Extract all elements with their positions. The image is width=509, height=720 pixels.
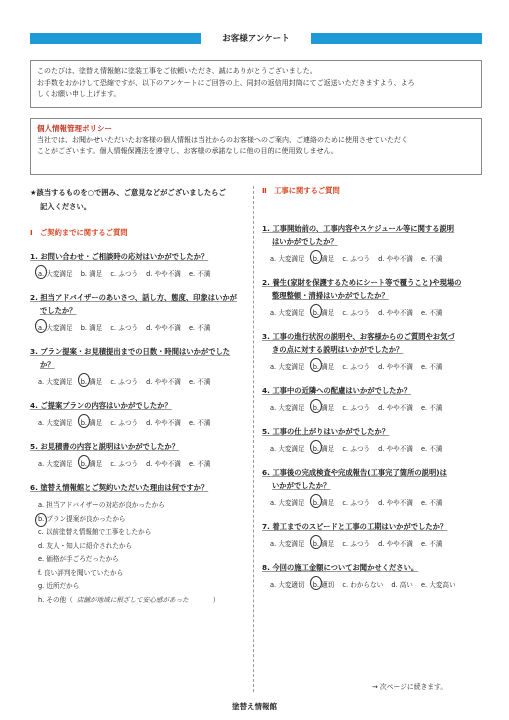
option-c[interactable]: c. ふつう — [342, 404, 371, 412]
option-c[interactable]: c. ふつう — [342, 499, 371, 507]
option-a[interactable]: a. 大変満足 — [270, 404, 305, 412]
option-c[interactable]: c. わからない — [342, 581, 384, 589]
answer-options — [262, 538, 480, 548]
question-text: 1. お問い合わせ・ご相談時の応対はいかがでしたか？ — [30, 252, 209, 261]
question-text: 1. 工事開始前の、工事内容やスケジュール等に関する説明 — [262, 224, 455, 233]
question-text: 7. 着工までのスピードと工事の工期はいかがでしたか？ — [262, 522, 448, 531]
other-handwritten-answer[interactable]: 店舗が地域に根ざして安心感があった — [76, 595, 189, 604]
question-text: 2. 養生(家財を保護するためにシート等で覆うこと)や現場の — [262, 278, 462, 287]
option-e[interactable]: e. 不満 — [189, 419, 211, 427]
question-construction-3 — [262, 330, 480, 371]
option-b[interactable]: b. 満足 — [80, 378, 103, 386]
option-e[interactable]: e. 不満 — [189, 378, 211, 386]
policy-line: 当社では、お聞かせいただいたお客様の個人情報は当社からのお客様へのご案内、ご連絡のために使用させていただく — [37, 135, 408, 144]
question-construction-5 — [262, 425, 480, 453]
option-e[interactable]: e. 不満 — [189, 324, 211, 332]
question-construction-4 — [262, 384, 480, 412]
answer-options — [262, 307, 480, 317]
option-b[interactable]: b. 満足 — [312, 445, 335, 453]
question-text: 3. プラン提案・お見積提出までの日数・時間はいかがでした — [30, 347, 231, 356]
option-b[interactable]: b. 満足 — [312, 540, 335, 548]
question-text: 整理整頓・清掃はいかがでしたか？ — [272, 291, 389, 300]
option-a[interactable]: a. 大変満足 — [38, 324, 73, 332]
question-text: 6. 塗替え情報館とご契約いただいた理由は何ですか？ — [30, 483, 209, 492]
reason-label: g. 近所だから — [38, 582, 80, 590]
option-b[interactable]: b. 適切 — [312, 581, 335, 589]
answer-options — [262, 402, 480, 412]
option-b[interactable]: b. 満足 — [312, 499, 335, 507]
section-contract — [30, 186, 248, 620]
option-c[interactable]: c. ふつう — [342, 255, 371, 263]
option-a[interactable]: a. 大変満足 — [270, 445, 305, 453]
option-d[interactable]: d. やや不満 — [378, 540, 413, 548]
option-d[interactable]: d. やや不満 — [378, 255, 413, 263]
question-text: 3. 工事の進行状況の説明や、お客様からのご質問やお気づ — [262, 332, 455, 341]
option-e[interactable]: e. 不満 — [421, 445, 443, 453]
question-contract-4 — [30, 399, 248, 427]
header-bar-left — [30, 33, 201, 44]
reason-label: f. 良い評判を聞いていたから — [38, 568, 124, 577]
option-d[interactable]: d. やや不満 — [378, 404, 413, 412]
next-page-note: → 次ページに続きます。 — [372, 683, 448, 691]
option-b[interactable]: b. 満足 — [80, 419, 103, 427]
question-contract-6 — [30, 481, 248, 607]
question-text: 4. ご提案プランの内容はいかがでしたか？ — [30, 401, 172, 410]
reason-item[interactable] — [38, 580, 248, 594]
intro-box — [30, 60, 482, 108]
question-text: 6. 工事後の完成検査や完成報告(工事完了箇所の説明)は — [262, 468, 447, 477]
question-construction-7 — [262, 520, 480, 548]
question-text: 4. 工事中の近隣への配慮はいかがでしたか？ — [262, 386, 412, 395]
option-c[interactable]: c. ふつう — [110, 460, 139, 468]
reason-list — [30, 499, 248, 607]
option-e[interactable]: e. 不満 — [421, 404, 443, 412]
option-e[interactable]: e. 不満 — [421, 363, 443, 371]
option-a[interactable]: a. 大変満足 — [38, 270, 73, 278]
reason-item[interactable] — [38, 499, 248, 513]
question-text: はいかがでしたか？ — [272, 237, 338, 246]
option-c[interactable]: c. ふつう — [110, 270, 139, 278]
intro-line: お手数をおかけして恐縮ですが、以下のアンケートにご回答の上、同封の返信用封筒にてご返送いただきますよう、よろ — [37, 78, 415, 87]
question-construction-6 — [262, 466, 480, 507]
privacy-policy-title: 個人情報管理ポリシー — [37, 124, 112, 133]
option-b[interactable]: b. 満足 — [80, 460, 103, 468]
answer-options — [30, 376, 248, 386]
answer-options — [30, 458, 248, 468]
option-c[interactable]: c. ふつう — [110, 419, 139, 427]
option-b[interactable]: b. 満足 — [312, 404, 335, 412]
option-a[interactable]: a. 大変満足 — [270, 363, 305, 371]
option-a[interactable]: a. 大変満足 — [270, 499, 305, 507]
answer-options — [262, 497, 480, 507]
page-title: お客様アンケート — [222, 34, 290, 44]
question-construction-2 — [262, 276, 480, 317]
instructions-line: ★該当するものを○で囲み、ご意見などがございましたらご — [30, 188, 226, 197]
reason-label: a. 担当アドバイザーの対応が良かったから — [38, 501, 165, 509]
footer-company-name: 塗替え情報館 — [232, 702, 277, 711]
question-text: きの点に対する説明はいかがでしたか？ — [272, 345, 404, 354]
option-c[interactable]: c. ふつう — [342, 540, 371, 548]
option-a[interactable]: a. 大変満足 — [38, 378, 73, 386]
section-construction — [262, 186, 480, 602]
option-d[interactable]: d. やや不満 — [146, 270, 181, 278]
section-title-construction: Ⅱ 工事に関するご質問 — [262, 186, 340, 195]
option-c[interactable]: c. ふつう — [110, 324, 139, 332]
option-d[interactable]: d. やや不満 — [378, 363, 413, 371]
question-contract-5 — [30, 440, 248, 468]
option-d[interactable]: d. 高い — [391, 581, 413, 589]
answer-options — [30, 268, 248, 278]
option-d[interactable]: d. やや不満 — [146, 378, 181, 386]
answer-options — [262, 253, 480, 263]
policy-line: ことがございます。個人情報保護法を遵守し、お客様の承諾なしに他の目的に使用致しません。 — [37, 147, 338, 155]
option-c[interactable]: c. ふつう — [342, 309, 371, 317]
option-e[interactable]: e. 不満 — [189, 460, 211, 468]
question-text: でしたか？ — [40, 306, 77, 315]
option-a[interactable]: a. 大変適切 — [270, 581, 305, 589]
question-text: いかがでしたか？ — [272, 481, 331, 490]
option-d[interactable]: d. やや不満 — [146, 324, 181, 332]
answer-options — [30, 417, 248, 427]
answer-options — [262, 361, 480, 371]
option-a[interactable]: a. 大変満足 — [38, 460, 73, 468]
section-title-contract: Ⅰ ご契約までに関するご質問 — [30, 228, 128, 237]
intro-line: このたびは、塗替え情報館に塗装工事をご依頼いただき、誠にありがとうございました。 — [37, 67, 317, 75]
question-contract-2 — [30, 291, 248, 332]
reason-label: e. 価格が手ごろだったから — [38, 555, 119, 563]
question-text: 2. 担当アドバイザーのあいさつ、話し方、態度、印象はいかが — [30, 293, 237, 302]
reason-label: c. 以前塗替え情報館で工事をしたから — [38, 528, 152, 536]
question-contract-3 — [30, 345, 248, 386]
answer-options — [30, 322, 248, 332]
header-bar-right — [311, 33, 482, 44]
option-c[interactable]: c. ふつう — [342, 445, 371, 453]
reason-item[interactable] — [38, 526, 248, 540]
option-e[interactable]: e. 大変高い — [421, 581, 456, 589]
reason-label: h. その他（ — [38, 595, 73, 604]
question-text: 5. 工事の仕上がりはいかがでしたか？ — [262, 427, 390, 436]
reason-label: d. 友人・知人に紹介されたから — [38, 541, 133, 550]
option-c[interactable]: c. ふつう — [342, 363, 371, 371]
question-text: 8. 今回の施工金額についてお聞かせください。 — [262, 563, 419, 572]
reason-item[interactable] — [38, 513, 248, 527]
option-a[interactable]: a. 大変満足 — [38, 419, 73, 427]
reason-label-close: ） — [212, 595, 220, 604]
option-b[interactable]: b. 満足 — [312, 255, 335, 263]
option-b[interactable]: b. 満足 — [80, 324, 103, 332]
reason-item-other[interactable] — [38, 594, 248, 608]
answer-options — [262, 579, 480, 589]
option-d[interactable]: d. やや不満 — [378, 445, 413, 453]
option-d[interactable]: d. やや不満 — [378, 499, 413, 507]
option-e[interactable]: e. 不満 — [421, 499, 443, 507]
option-b[interactable]: b. 満足 — [312, 309, 335, 317]
option-d[interactable]: d. やや不満 — [146, 419, 181, 427]
reason-item[interactable] — [38, 567, 248, 581]
option-d[interactable]: d. やや不満 — [146, 460, 181, 468]
reason-item[interactable] — [38, 553, 248, 567]
question-construction-8 — [262, 561, 480, 589]
answer-options — [262, 443, 480, 453]
option-e[interactable]: e. 不満 — [421, 540, 443, 548]
option-a[interactable]: a. 大変満足 — [270, 255, 305, 263]
option-e[interactable]: e. 不満 — [421, 309, 443, 317]
option-a[interactable]: a. 大変満足 — [270, 309, 305, 317]
option-e[interactable]: e. 不満 — [421, 255, 443, 263]
option-d[interactable]: d. やや不満 — [378, 309, 413, 317]
question-text: 5. お見積書の内容と説明はいかがでしたか？ — [30, 442, 180, 451]
option-e[interactable]: e. 不満 — [189, 270, 211, 278]
reason-item[interactable] — [38, 540, 248, 554]
option-a[interactable]: a. 大変満足 — [270, 540, 305, 548]
question-text: か？ — [40, 360, 55, 369]
instructions-line: 記入ください。 — [40, 202, 92, 211]
privacy-policy-box — [30, 118, 482, 175]
question-construction-1 — [262, 222, 480, 263]
question-contract-1 — [30, 250, 248, 278]
instructions — [30, 186, 248, 214]
option-b[interactable]: b. 満足 — [80, 270, 103, 278]
reason-label: b. プラン提案が良かったから — [38, 514, 126, 523]
option-c[interactable]: c. ふつう — [110, 378, 139, 386]
intro-line: しくお願い申し上げます。 — [37, 90, 121, 98]
column-divider — [253, 186, 254, 692]
option-b[interactable]: b. 満足 — [312, 363, 335, 371]
